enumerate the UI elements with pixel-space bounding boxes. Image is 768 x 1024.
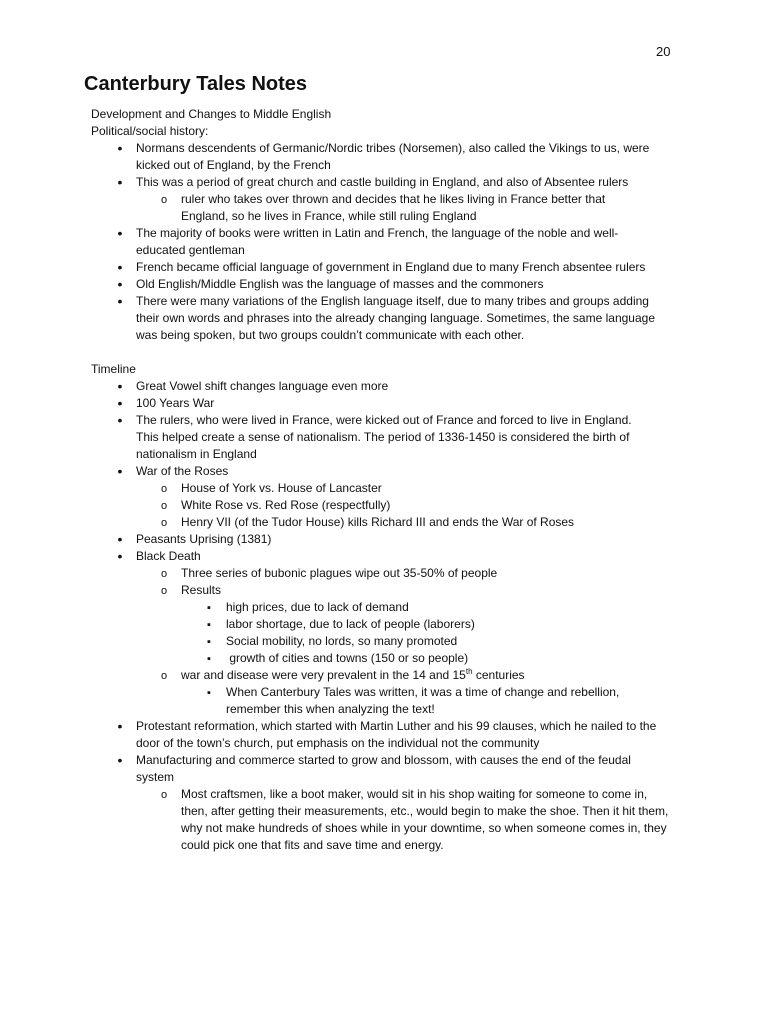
circle-bullet-icon	[158, 582, 170, 600]
square-bullet-icon	[203, 633, 215, 651]
list-item	[91, 514, 691, 531]
list-item-text: House of York vs. House of Lancaster	[181, 481, 382, 495]
list-item	[91, 225, 691, 259]
list-item	[91, 599, 691, 616]
circle-bullet-icon	[158, 191, 170, 209]
bullet-icon	[114, 752, 126, 770]
list-item	[91, 752, 691, 786]
list-item-text: The majority of books were written in Latin and French, the language of the noble and well-educated gentleman	[136, 226, 619, 257]
timeline-list	[91, 378, 691, 854]
section-heading-timeline: Timeline	[91, 362, 136, 376]
list-item	[91, 276, 691, 293]
square-bullet-icon	[203, 684, 215, 702]
list-item	[91, 616, 691, 633]
list-item-text: growth of cities and towns (150 or so people)	[226, 651, 469, 665]
page-number: 20	[656, 44, 671, 59]
list-item-text: Protestant reformation, which started with Martin Luther and his 99 clauses, which he nailed to the door of the town’s church, put emphasis on the individual not the community	[136, 719, 657, 750]
list-item-text: Results	[181, 583, 222, 597]
bullet-icon	[114, 378, 126, 396]
square-bullet-icon	[203, 650, 215, 668]
list-item	[91, 582, 691, 599]
list-item-text: White Rose vs. Red Rose (respectfully)	[181, 498, 391, 512]
list-item	[91, 412, 691, 463]
square-bullet-icon	[203, 599, 215, 617]
bullet-icon	[114, 276, 126, 294]
list-item	[91, 548, 691, 565]
bullet-icon	[114, 259, 126, 277]
bullet-icon	[114, 140, 126, 158]
bullet-icon	[114, 225, 126, 243]
list-item	[91, 786, 691, 854]
bullet-icon	[114, 395, 126, 413]
political-history-list	[91, 140, 691, 344]
list-item-text: Three series of bubonic plagues wipe out 35-50% of people	[181, 566, 498, 580]
list-item-text: Peasants Uprising (1381)	[136, 532, 272, 546]
superscript-th: th	[465, 667, 473, 676]
list-item	[91, 565, 691, 582]
list-item-text	[181, 667, 661, 684]
list-item	[91, 463, 691, 480]
list-item	[91, 684, 691, 718]
list-item-text: Great Vowel shift changes language even more	[136, 379, 389, 393]
bullet-icon	[114, 531, 126, 549]
list-item-text: French became official language of government in England due to many French absentee rulers	[136, 260, 646, 274]
bullet-icon	[114, 463, 126, 481]
list-item	[91, 174, 691, 191]
list-item-text: Social mobility, no lords, so many promoted	[226, 634, 458, 648]
list-item-text: labor shortage, due to lack of people (laborers)	[226, 617, 475, 631]
list-item-text: Black Death	[136, 549, 201, 563]
square-bullet-icon	[203, 616, 215, 634]
list-item-text: Normans descendents of Germanic/Nordic tribes (Norsemen), also called the Vikings to us, were kicked out of England, by the French	[136, 141, 650, 172]
list-item-text: Henry VII (of the Tudor House) kills Richard III and ends the War of Roses	[181, 515, 575, 529]
list-item	[91, 650, 691, 667]
list-item-text: War of the Roses	[136, 464, 229, 478]
list-item	[91, 293, 691, 344]
circle-bullet-icon	[158, 565, 170, 583]
bullet-icon	[114, 174, 126, 192]
circle-bullet-icon	[158, 480, 170, 498]
centuries-text: war and disease were very prevalent in the 14 and 15	[181, 668, 466, 682]
list-item-text: There were many variations of the English language itself, due to many tribes and groups adding their own words and phrases into the already changing language. Sometimes, the same language was being spoken, but two groups couldn’t communicate with each other.	[136, 294, 655, 342]
list-item-text: 100 Years War	[136, 396, 215, 410]
list-item	[91, 378, 691, 395]
list-item-text: Manufacturing and commerce started to grow and blossom, with causes the end of the feudal system	[136, 753, 631, 784]
list-item	[91, 531, 691, 548]
bullet-icon	[114, 412, 126, 430]
bullet-icon	[114, 548, 126, 566]
bullet-icon	[114, 293, 126, 311]
list-item	[91, 633, 691, 650]
list-item	[91, 667, 691, 684]
section-heading-development: Development and Changes to Middle English	[91, 107, 332, 121]
list-item	[91, 191, 691, 225]
list-item-text: The rulers, who were lived in France, were kicked out of France and forced to live in England. This helped create a sense of nationalism. The period of 1336-1450 is considered the birth of nationalism in England	[136, 413, 632, 461]
circle-bullet-icon	[158, 514, 170, 532]
centuries-suffix: centuries	[472, 668, 525, 682]
list-item	[91, 140, 691, 174]
document-body	[91, 106, 691, 854]
bullet-icon	[114, 718, 126, 736]
section-heading-political-social: Political/social history:	[91, 124, 209, 138]
list-item-text: Most craftsmen, like a boot maker, would sit in his shop waiting for someone to come in, then, after getting their measurements, etc., would begin to make the shoe. Then it hit them, why not make hundreds of shoes while in your downtime, so when someone comes in, they could pick one that fits and save time and energy.	[181, 787, 669, 852]
page-title: Canterbury Tales Notes	[84, 73, 308, 95]
list-item-text: This was a period of great church and castle building in England, and also of Absentee rulers	[136, 175, 629, 189]
circle-bullet-icon	[158, 786, 170, 804]
list-item	[91, 480, 691, 497]
list-item-text: high prices, due to lack of demand	[226, 600, 409, 614]
circle-bullet-icon	[158, 667, 170, 685]
list-item	[91, 259, 691, 276]
circle-bullet-icon	[158, 497, 170, 515]
list-item-text: When Canterbury Tales was written, it was a time of change and rebellion, remember this when analyzing the text!	[226, 685, 620, 716]
list-item	[91, 497, 691, 514]
list-item-text: Old English/Middle English was the language of masses and the commoners	[136, 277, 544, 291]
list-item	[91, 718, 691, 752]
list-item	[91, 395, 691, 412]
list-item-text: ruler who takes over thrown and decides that he likes living in France better that England, so he lives in France, while still ruling England	[181, 192, 606, 223]
